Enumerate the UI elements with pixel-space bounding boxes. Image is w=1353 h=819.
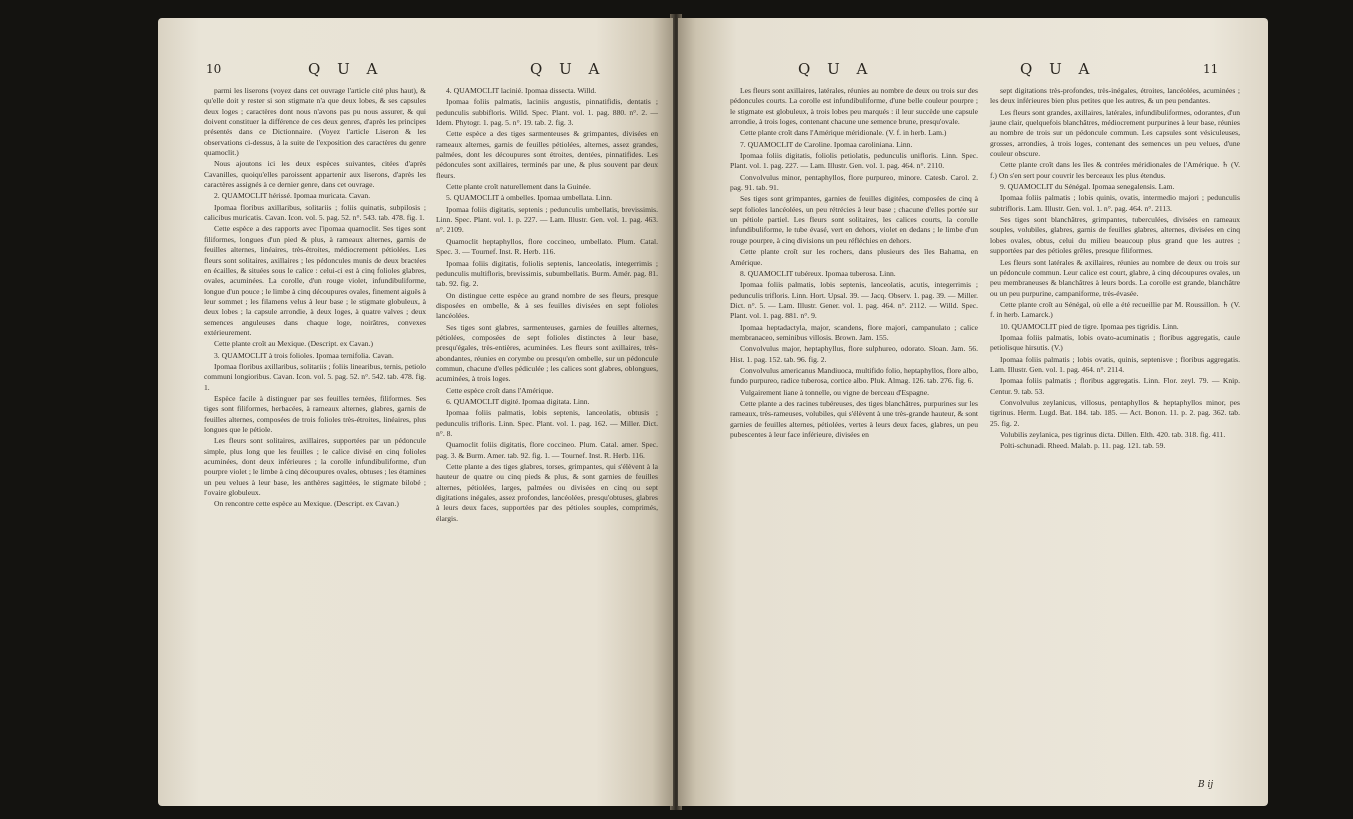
paragraph: Les fleurs sont latérales & axillaires, réunies au nombre de deux ou trois sur un pédoncule commun. Leur calice est court, glabre, à cinq découpures ovales, un peu membraneuses & blanchâtres à leurs bords. La corolle est grande, blanchâtre ou un peu purpurine, campaniforme, très-évasée. — [990, 257, 1240, 298]
right-running-header: Q U A — [798, 60, 874, 78]
paragraph: Ipomaa foliis palmatis, laciniis angustis, pinnatifidis, dentatis ; pedunculis subbifloris. Willd. Spec. Plant. vol. 1. pag. 880. n°. 2. — Idem. Phytogr. 1. pag. 5. n°. 19. tab. 2. fig. 3. — [436, 97, 658, 128]
paragraph: Convolvulus minor, pentaphyllos, flore purpureo, minore. Catesb. Carol. 2. pag. 91. tab. 91. — [730, 172, 978, 193]
paragraph: Ipomaa foliis palmatis ; lobis quinis, ovatis, intermedio majori ; pedunculis subtrifloris. Lam. Illustr. Gen. vol. 1. n°. pag. 464. n°. 2113. — [990, 193, 1240, 213]
paragraph: Ipomaa foliis palmatis, lobis septenis, lanceolatis, obtusis ; pedunculis trifloris. Linn. Spec. Plant. vol. 1. pag. 162. — Miller. Dict. n°. 8. — [436, 408, 658, 438]
paragraph: Ipomaa heptadactyla, major, scandens, flore majori, campanulato ; calice membranaceo, seminibus villosis. Brown. Jam. 155. — [730, 322, 978, 342]
signature-mark: B ij — [1198, 780, 1214, 790]
paragraph: On distingue cette espèce au grand nombre de ses fleurs, presque disposées en ombelle, & à ses feuilles divisées en sept folioles lancéolées. — [436, 290, 658, 321]
left-running-header: Q U A — [308, 60, 384, 78]
paragraph: Quamoclit heptaphyllos, flore coccineo, umbellato. Plum. Catal. Spec. 3. — Tournef. Inst. R. Herb. 116. — [436, 236, 658, 257]
paragraph: Ses tiges sont blanchâtres, grimpantes, tuberculées, divisées en rameaux souples, volubiles, glabres, garnis de feuilles glabres, alternes, divisées en cinq lobes ovales, obtus, celui du milieu beaucoup plus grand que les autres ; supportées par des pétioles grêles, presque filiformes. — [990, 215, 1240, 256]
paragraph: 4. QUAMOCLIT lacinié. Ipomaa dissecta. Willd. — [446, 86, 597, 95]
paragraph: Cette plante croît sur les rochers, dans plusieurs des îles Bahama, en Amérique. — [730, 247, 978, 267]
left-running-header-2: Q U A — [530, 60, 606, 78]
paragraph: Cette espèce a des rapports avec l'ipomaa quamoclit. Ses tiges sont filiformes, longues d'un pied & plus, à rameaux alternes, garnis de feuilles alternes, linéaires, très-étroites, médiocrement pétiolées. Les fleurs sont solitaires, axillaires ; les pédoncules munis de deux bractées en écailles, & situées sous le calice : celui-ci est à cinq folioles glabres, ovales, acuminées. La corolle, d'un rouge violet, infundibuliforme, longue d'un pouce ; le limbe à cinq découpures ovales, finement aiguës à leur sommet ; les filamens velus à leur base ; le stigmate globuleux, à deux lobes ; la capsule arrondie, à deux loges, à quatre valves ; deux semences anguleuses dans chaque loge, noirâtres, convexes extérieurement. — [204, 224, 426, 337]
paragraph: Quamoclit foliis digitatis, flore coccineo. Plum. Catal. amer. Spec. pag. 3. & Burm. Amer. tab. 92. fig. 1. — Tournef. Inst. R. Herb. 116. — [436, 440, 658, 460]
paragraph: Convolvulus americanus Mandiuoca, multifido folio, heptaphyllos, flore albo, fundo purpureo, radice tuberosa, cortice albo. Pluk. Almag. 126. tab. 276. fig. 6. — [730, 365, 978, 386]
paragraph: Les fleurs sont grandes, axillaires, latérales, infundibuliformes, odorantes, d'un jaune clair, quelquefois blanchâtres, médiocrement purpurines à leur base, réunies au nombre de trois sur un pédoncule commun. Les capsules sont vésiculeuses, grosses, arrondies, à trois loges, contenant des semences un peu velues, d'une couleur obscure. — [990, 107, 1240, 159]
paragraph: On rencontre cette espèce au Mexique. (Descript. ex Cavan.) — [214, 499, 399, 509]
paragraph: Cette plante a des tiges glabres, torses, grimpantes, qui s'élèvent à la hauteur de quatre ou cinq pieds & plus, & sont garnies de feuilles alternes, pétiolées, larges, palmées ou divisées en cinq ou sept digitations inégales, assez profondes, lancéolées, presqu'obtuses, glabres à leurs deux faces, supportées par des pétioles souples, comprimés, élargis. — [436, 462, 658, 523]
paragraph: Ipomaa foliis digitatis, foliolis petiolatis, pedunculis unifloris. Linn. Spec. Plant. vol. 1. pag. 227. — Lam. Illustr. Gen. vol. 1. pag. 464. n°. 2110. — [730, 151, 978, 171]
paragraph: sept digitations très-profondes, très-inégales, étroites, lancéolées, acuminées ; les deux inférieures bien plus petites que les autres, & un peu pendantes. — [990, 86, 1240, 106]
paragraph: Ipomaa foliis digitatis, foliolis septenis, lanceolatis, integerrimis ; pedunculis multifloris, brevissimis, subumbellatis. Burm. Amér. pag. 81. tab. 92. fig. 2. — [436, 258, 658, 289]
paragraph: Ipomaa foliis palmatis, lobis septenis, lanceolatis, acutis, integerrimis ; pedunculis trifloris. Linn. Hort. Upsal. 39. — Jacq. Observ. 1. pag. 39. — Miller. Dict. n°. 5. — Lam. Illustr. Gener. vol. 1. pag. 464. n°. 2112. — Willd. Spec. Plant. vol. 1. pag. 881. n°. 9. — [730, 280, 978, 321]
right-page — [678, 18, 1268, 806]
paragraph: Volubilis zeylanica, pes tigrinus dicta. Dillen. Elth. 420. tab. 318. fig. 411. — [1000, 430, 1226, 439]
paragraph: Cette plante croît au Mexique. (Descript. ex Cavan.) — [214, 339, 373, 349]
paragraph: Cette plante croît au Sénégal, où elle a été recueillie par M. Roussillon. ♄ (V. f. in herb. Lamarck.) — [990, 299, 1240, 320]
paragraph: Ipomaa foliis palmatis, lobis ovato-acuminatis ; floribus aggregatis, caule petiolisque hirsutis. (V.) — [990, 332, 1240, 353]
left-column-1 — [204, 86, 426, 511]
paragraph: Ipomaa foliis palmatis ; lobis ovatis, quinis, septenisve ; floribus aggregatis. Lam. Illustr. Gen. vol. 1. pag. 464. n°. 2114. — [990, 354, 1240, 374]
paragraph: Cette plante a des racines tubéreuses, des tiges blanchâtres, purpurines sur les rameaux, très-rameuses, volubiles, qui s'élèvent à une très-grande hauteur, & sont garnies de feuilles alternes, pétiolées, vertes à leurs deux faces, glabres, un peu pubescentes à leur face inférieure, divisées en — [730, 398, 978, 439]
right-page-number: 11 — [1203, 62, 1219, 76]
paragraph: 8. QUAMOCLIT tubéreux. Ipomaa tuberosa. Linn. — [740, 268, 896, 278]
paragraph: Cette espèce a des tiges sarmenteuses & grimpantes, divisées en rameaux alternes, garnis de feuilles pétiolées, alternes, assez grandes, palmées, dont les découpures sont étroites, dentées, pinnatifides. Les pédoncules sont axillaires, terminés par une, & plus souvent par deux fleurs. — [436, 129, 658, 180]
paragraph: Vulgairement liane à tonnelle, ou vigne de berceau d'Espagne. — [740, 387, 929, 397]
left-page — [158, 18, 673, 806]
paragraph: Cette plante croît dans l'Amérique méridionale. (V. f. in herb. Lam.) — [740, 128, 947, 138]
paragraph: Ipomaa floribus axillaribus, solitariis ; foliis quinatis, subpilosis ; calicibus muricatis. Cavan. Icon. vol. 5. pag. 52. n°. 543. tab. 478. fig. 1. — [204, 202, 426, 223]
paragraph: Cette plante croît dans les îles & contrées méridionales de l'Amérique. ♄ (V. f.) On s'en sert pour couvrir les berceaux les plus étendus. — [990, 160, 1240, 180]
paragraph: Les fleurs sont axillaires, latérales, réunies au nombre de deux ou trois sur des pédoncules courts. La corolle est infundibuliforme, d'une belle couleur pourpre ; le stigmate est globuleux, à trois lobes peu marqués : il leur succède une capsule arrondie, à trois loges, contenant chacune une semence brune, presqu'ovale. — [730, 86, 978, 127]
paragraph: 6. QUAMOCLIT digité. Ipomaa digitata. Linn. — [446, 396, 590, 406]
paragraph: 5. QUAMOCLIT à ombelles. Ipomaa umbellata. Linn. — [446, 193, 613, 203]
paragraph: Ses tiges sont glabres, sarmenteuses, garnies de feuilles alternes, pétiolées, composées de sept folioles distinctes à leur base, presqu'égales, très-entières, acuminées. Les fleurs sont axillaires, très-abondantes, réunies en corymbe ou presqu'en ombelle, sur un pédoncule commun, chacune d'elles pédiculée ; les calices sont glabres, oblongues, acuminées, à trois loges. — [436, 322, 658, 384]
paragraph: Cette plante croît naturellement dans la Guinée. — [446, 182, 591, 192]
paragraph: Ipomaa foliis digitatis, septenis ; pedunculis umbellatis, brevissimis. Linn. Spec. Plant. vol. 1. p. 227. — Lam. Illustr. Gen. vol. 1. pag. 463. n°. 2109. — [436, 204, 658, 235]
paragraph: 9. QUAMOCLIT du Sénégal. Ipomaa senegalensis. Lam. — [1000, 182, 1175, 192]
paragraph: parmi les liserons (voyez dans cet ouvrage l'article cité plus haut), & qu'elle doit y rester si son stigmate n'a que deux lobes, & ses capsules deux loges ; caractères dont nous n'avons pas pu nous assurer, & qui doivent constituer la différence de ces deux genres, d'après les principes présentés dans ce Dictionnaire. (Voyez l'article Liseron & les observations ci-dessus, à la suite de l'exposition des caractères du genre quamoclit.) — [204, 86, 426, 158]
right-column-2 — [990, 86, 1240, 453]
right-running-header-2: Q U A — [1020, 60, 1096, 78]
paragraph: 10. QUAMOCLIT pied de tigre. Ipomaa pes tigridis. Linn. — [1000, 321, 1179, 331]
right-column-1 — [730, 86, 978, 441]
paragraph: 3. QUAMOCLIT à trois folioles. Ipomaa ternifolia. Cavan. — [214, 350, 394, 360]
paragraph: Espèce facile à distinguer par ses feuilles ternées, filiformes. Ses tiges sont filiformes, herbacées, à rameaux alternes, glabres, garnis de feuilles alternes, composées de trois folioles très-étroites, linéaires, plus longues que le pétiole. — [204, 393, 426, 434]
paragraph: Nous ajoutons ici les deux espèces suivantes, citées d'après Cavanilles, quoiqu'elles paroissent appartenir aux liserons, d'après les caractères assignés à ce dernier genre, dans cet ouvrage. — [204, 159, 426, 190]
paragraph: Convolvulus major, heptaphyllus, flore sulphureo, odorato. Sloan. Jam. 56. Hist. 1. pag. 152. tab. 96. fig. 2. — [730, 344, 978, 364]
paragraph: Convolvulus zeylanicus, villosus, pentaphyllos & heptaphyllos minor, pes tigrinus. Herm. Lugd. Bat. 184. tab. 185. — Act. Bonon. 11. p. 2. pag. 362. tab. 25. fig. 2. — [990, 397, 1240, 428]
paragraph: Ses tiges sont grimpantes, garnies de feuilles digitées, composées de cinq à sept folioles lancéolées, un peu rétrécies à leur base ; chacune d'elles portée sur un pétiole partiel. Les fleurs sont solitaires, les calices courts, la corolle infundibuliforme, le tube évasé, vert en dehors, violet en dedans ; le limbe d'un rouge pourpre, à cinq divisions un peu réfléchies en dehors. — [730, 194, 978, 245]
paragraph: Cette espèce croît dans l'Amérique. — [446, 385, 554, 395]
paragraph: Ipomaa foliis palmatis ; floribus aggregatis. Linn. Flor. zeyl. 79. — Knip. Centur. 9. tab. 53. — [990, 376, 1240, 396]
paragraph: 7. QUAMOCLIT de Caroline. Ipomaa caroliniana. Linn. — [740, 139, 913, 149]
paragraph: Ipomaa floribus axillaribus, solitariis ; foliis linearibus, ternis, petiolo communi longioribus. Cavan. Icon. vol. 5. pag. 52. n°. 542. tab. 478. fig. 1. — [204, 361, 426, 392]
paragraph: Polti-schunadi. Rheed. Malab. p. 11. pag. 121. tab. 59. — [1000, 441, 1166, 451]
paragraph: 2. QUAMOCLIT hérissé. Ipomaa muricata. Cavan. — [214, 191, 371, 201]
paragraph: Les fleurs sont solitaires, axillaires, supportées par un pédoncule simple, plus long que les feuilles ; le calice divisé en cinq folioles acuminées, dont deux inférieures ; la corolle infundibuliforme, d'un pourpre violet ; le limbe à cinq découpures ovales, obtuses ; les étamines un peu velues à leur base, les anthères sagittées, le stigmate bilobé ; l'ovaire globuleux. — [204, 436, 426, 498]
left-column-2 — [436, 86, 658, 525]
left-page-number: 10 — [206, 62, 222, 76]
